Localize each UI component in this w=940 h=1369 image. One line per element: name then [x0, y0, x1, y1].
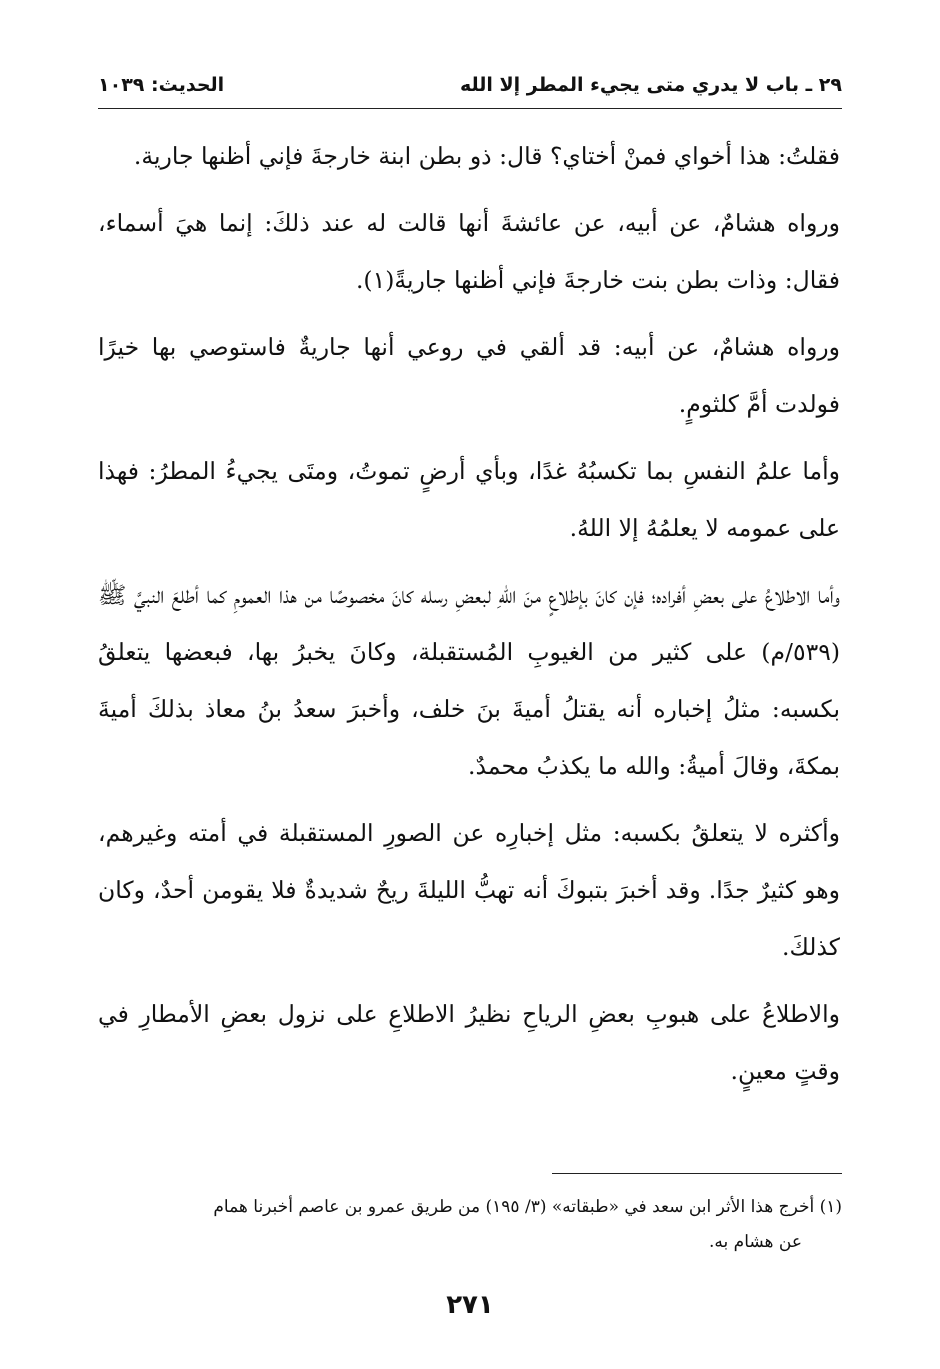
paragraph-3: ورواه هشامٌ، عن أبيه: قد ألقي في روعي أنها جاريةٌ فاستوصي بها خيرًا فولدت أمَّ كلثومٍ.	[98, 333, 840, 418]
paragraph-2: ورواه هشامٌ، عن أبيه، عن عائشةَ أنها قالت له عند ذلكَ: إنما هيَ أسماء، فقال: وذات بطن بنت خارجةَ فإني أظنها جاريةً(١).	[98, 209, 840, 294]
footnote-line-2: عن هشام به.	[709, 1232, 802, 1252]
footnote-rule	[552, 1173, 842, 1174]
footnote-line-1: (١) أخرج هذا الأثر ابن سعد في «طبقاته» (٣/ ١٩٥) من طريق عمرو بن عاصم أخبرنا همام	[213, 1197, 842, 1217]
header-rule	[98, 108, 842, 109]
paragraph-1: فقلتُ: هذا أخواي فمنْ أختاي؟ قال: ذو بطن ابنة خارجةَ فإني أظنها جارية.	[133, 142, 840, 170]
page-number: ٢٧١	[446, 1290, 494, 1320]
running-header	[98, 74, 842, 118]
paragraph-4: وأما علمُ النفسِ بما تكسبُهُ غدًا، وبأي أرضٍ تموتُ، ومتَى يجيءُ المطرُ: فهذا على عمومه لا يعلمُهُ إلا اللهُ.	[98, 457, 840, 542]
paragraph-6: وأكثره لا يتعلقُ بكسبه: مثل إخبارِه عن الصورِ المستقبلة في أمته وغيرهم، وهو كثيرٌ جدًا. وقد أخبرَ بتبوكَ أنه تهبُّ الليلةَ ريحٌ شديدةٌ فلا يقومن أحدٌ، وكان كذلكَ.	[98, 819, 840, 961]
chapter-title: ٢٩ ـ باب لا يدري متى يجيء المطر إلا الله	[459, 74, 842, 96]
paragraph-7: والاطلاعُ على هبوبِ بعضِ الرياحِ نظيرُ الاطلاعِ على نزول بعضِ الأمطارِ في وقتٍ معينٍ.	[98, 1000, 840, 1085]
hadith-number: الحديث: ١٠٣٩	[98, 74, 225, 96]
main-text	[98, 128, 840, 1110]
paragraph-5: وأما الاطلاعُ على بعضِ أفراده؛ فإن كانَ بإطلاعٍ منَ اللهِ لبعضِ رسله كانَ مخصوصًا من هذا العمومِ كما أطلعَ النبيَّ ﷺ (٥٣٩/م) على كثير من الغيوبِ المُستقبلة، وكانَ يخبرُ بها، فبعضها يتعلقُ بكسبه: مثلُ إخباره أنه يقتلُ أميةَ بنَ خلف، وأخبرَ سعدُ بنُ معاذ بذلكَ أميةَ بمكةَ، وقالَ أميةُ: والله ما يكذبُ محمدٌ.	[98, 581, 840, 780]
footnote	[98, 1190, 842, 1260]
